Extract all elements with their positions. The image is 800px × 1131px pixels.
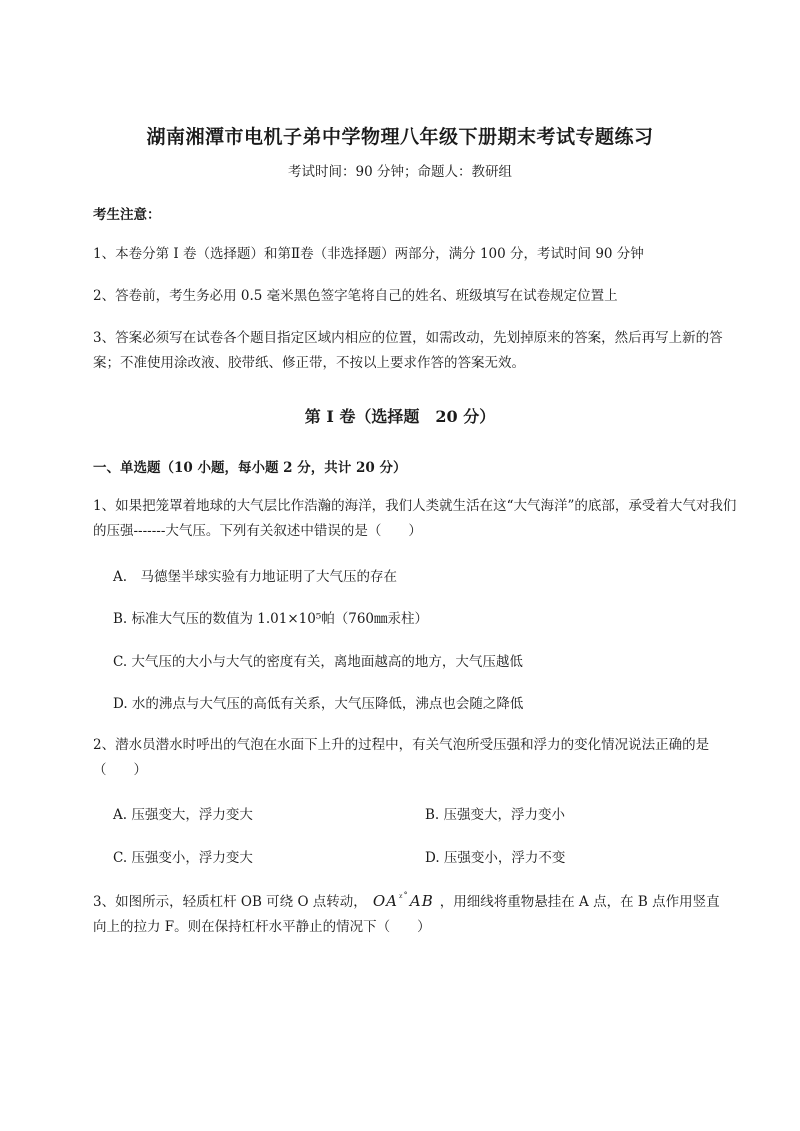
question-3-text-before: 3、如图所示，轻质杠杆 OB 可绕 O 点转动， xyxy=(93,894,367,910)
question-2-option-b: B. 压强变大，浮力变小 xyxy=(425,807,566,823)
question-3-text-after: ，用细线将重物悬挂在 A 点，在 B 点作用竖直 xyxy=(439,894,720,910)
notice-item: 2、答卷前，考生务必用 0.5 毫米黑色签字笔将自己的姓名、班级填写在试卷规定位置上 xyxy=(93,288,618,304)
math-ab: AB xyxy=(409,892,434,910)
question-3-text-line2: 向上的拉力 F。则在保持杠杆水平静止的情况下（ ） xyxy=(93,919,431,935)
math-expression xyxy=(373,892,434,910)
exam-info: 考试时间：90 分钟；命题人：教研组 xyxy=(288,164,512,180)
section-title: 第 I 卷（选择题 20 分） xyxy=(304,407,496,426)
part-heading: 一、单选题（10 小题，每小题 2 分，共计 20 分） xyxy=(93,460,407,476)
notice-heading: 考生注意： xyxy=(93,207,161,223)
page-title: 湖南湘潭市电机子弟中学物理八年级下册期末考试专题练习 xyxy=(146,126,654,148)
question-2-option-a: A. 压强变大，浮力变大 xyxy=(113,807,253,823)
notice-item: 3、答案必须写在试卷各个题目指定区域内相应的位置，如需改动，先划掉原来的答案，然后再写上新的答案；不准使用涂改液、胶带纸、修正带，不按以上要求作答的答案无效。 xyxy=(93,330,723,371)
question-2-option-d: D. 压强变小，浮力不变 xyxy=(425,850,566,866)
question-2-stem: 2、潜水员潜水时呼出的气泡在水面下上升的过程中，有关气泡所受压强和浮力的变化情况说法正确的是（ ） xyxy=(93,737,710,778)
notice-item: 1、本卷分第 I 卷（选择题）和第Ⅱ卷（非选择题）两部分，满分 100 分，考试时间 90 分钟 xyxy=(93,246,644,262)
question-1-option-c: C. 大气压的大小与大气的密度有关，离地面越高的地方，大气压越低 xyxy=(113,654,523,670)
math-oa: OA xyxy=(372,892,398,910)
math-symbol: ᵡ˚ xyxy=(398,893,409,903)
question-1-option-b: B. 标准大气压的数值为 1.01×10⁵帕（760㎜汞柱） xyxy=(113,611,429,627)
question-3-stem xyxy=(93,886,748,940)
question-1-option-d: D. 水的沸点与大气压的高低有关系，大气压降低，沸点也会随之降低 xyxy=(113,696,524,712)
question-2-option-c: C. 压强变小，浮力变大 xyxy=(113,850,253,866)
question-1-option-a: A. 马德堡半球实验有力地证明了大气压的存在 xyxy=(113,569,398,585)
question-1-stem: 1、如果把笼罩着地球的大气层比作浩瀚的海洋，我们人类就生活在这“大气海洋”的底部，承受着大气对我们的压强-------大气压。下列有关叙述中错误的是（ ） xyxy=(93,498,737,539)
